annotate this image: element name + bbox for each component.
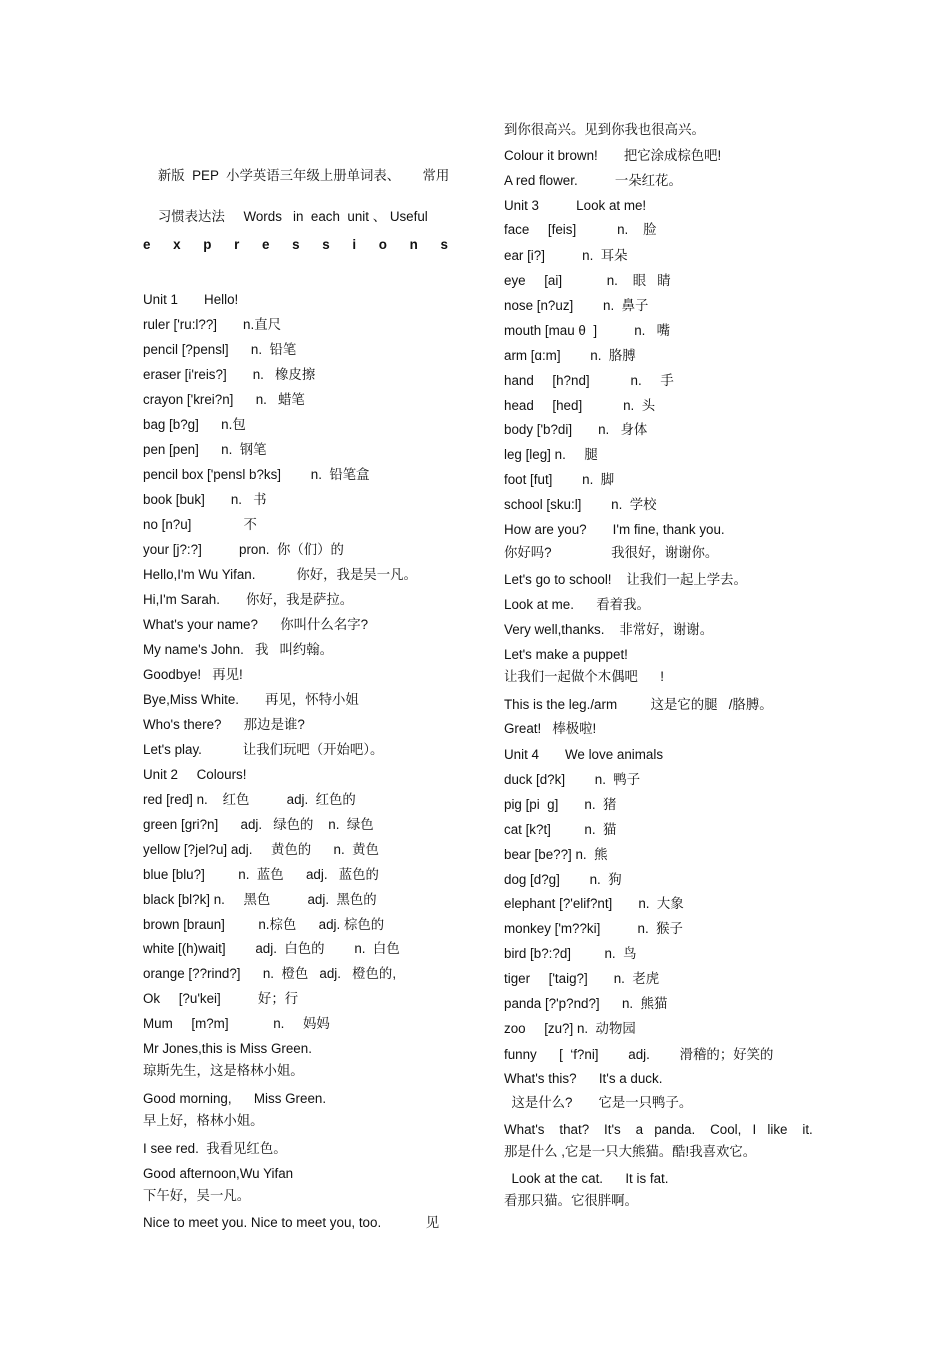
left-entry: Good morning, Miss Green. bbox=[143, 1091, 327, 1106]
title-text-2: 习惯表达法 Words in each unit 、 Useful bbox=[157, 209, 428, 224]
right-entry: head [hed] n. 头 bbox=[504, 398, 656, 413]
right-entry: hand [h?nd] n. 手 bbox=[504, 373, 674, 388]
left-entry: book [buk] n. 书 bbox=[143, 492, 267, 507]
right-entry: body ['b?di] n. 身体 bbox=[504, 422, 648, 437]
title-letter: s bbox=[292, 237, 300, 252]
left-entry: red [red] n. 红色 adj. 红色的 bbox=[143, 792, 356, 807]
title-line-2 bbox=[143, 193, 428, 241]
right-entry: 让我们一起做个木偶吧 ! bbox=[504, 669, 664, 684]
right-entry: bird [b?:?d] n. 鸟 bbox=[504, 946, 637, 961]
left-entry: your [j?:?] pron. 你（们）的 bbox=[143, 542, 344, 557]
left-entry: Nice to meet you. Nice to meet you, too. 见 bbox=[143, 1215, 440, 1230]
right-entry: 看那只猫。它很胖啊。 bbox=[504, 1193, 638, 1208]
left-entry: Ok [?u'kei] 好；行 bbox=[143, 991, 299, 1006]
right-entry: A red flower. 一朵红花。 bbox=[504, 173, 682, 188]
left-entry: Let's play. 让我们玩吧（开始吧）。 bbox=[143, 742, 384, 757]
left-entry: brown [braun] n.棕色 adj. 棕色的 bbox=[143, 917, 385, 932]
left-entry: 琼斯先生，这是格林小姐。 bbox=[143, 1063, 304, 1078]
left-entry: Mr Jones,this is Miss Green. bbox=[143, 1041, 312, 1056]
left-entry: yellow [?jel?u] adj. 黄色的 n. 黄色 bbox=[143, 842, 379, 857]
left-entry: Who's there? 那边是谁? bbox=[143, 717, 305, 732]
left-entry: eraser [i'reis?] n. 橡皮擦 bbox=[143, 367, 316, 382]
left-entry: Unit 1 Hello! bbox=[143, 292, 239, 307]
title-letter: x bbox=[173, 237, 181, 252]
left-entry: bag [b?g] n.包 bbox=[143, 417, 246, 432]
right-entry: dog [d?g] n. 狗 bbox=[504, 872, 622, 887]
right-entry: 你好吗? 我很好，谢谢你。 bbox=[504, 545, 719, 560]
right-entry: 那是什么 ,它是一只大熊猫。酷!我喜欢它。 bbox=[504, 1144, 757, 1159]
left-entry: Bye,Miss White. 再见，怀特小姐 bbox=[143, 692, 359, 707]
right-entry: panda [?'p?nd?] n. 熊猫 bbox=[504, 996, 668, 1011]
left-entry: 下午好，吴一凡。 bbox=[143, 1188, 251, 1203]
right-entry: face [feis] n. 脸 bbox=[504, 222, 657, 237]
right-entry: arm [ɑ:m] n. 胳膊 bbox=[504, 348, 636, 363]
right-entry: monkey ['m??ki] n. 猴子 bbox=[504, 921, 683, 936]
right-entry: ear [i?] n. 耳朵 bbox=[504, 248, 628, 263]
right-entry: What's that? It's a panda. Cool, I like it. bbox=[504, 1122, 813, 1137]
title-letter: s bbox=[322, 237, 330, 252]
right-entry: elephant [?'elif?nt] n. 大象 bbox=[504, 896, 684, 911]
right-entry: duck [d?k] n. 鸭子 bbox=[504, 772, 641, 787]
left-entry: pen [pen] n. 钢笔 bbox=[143, 442, 267, 457]
right-entry: funny [ ‘f?ni] adj. 滑稽的；好笑的 bbox=[504, 1047, 774, 1062]
right-entry: school [sku:l] n. 学校 bbox=[504, 497, 657, 512]
right-entry: mouth [mau θ ] n. 嘴 bbox=[504, 323, 670, 338]
left-entry: Good afternoon,Wu Yifan bbox=[143, 1166, 294, 1181]
right-entry: cat [k?t] n. 猫 bbox=[504, 822, 617, 837]
left-entry: What's your name? 你叫什么名字? bbox=[143, 617, 369, 632]
left-entry: pencil box ['pensl b?ks] n. 铅笔盒 bbox=[143, 467, 370, 482]
title-letter: i bbox=[352, 237, 357, 252]
right-entry: foot [fut] n. 脚 bbox=[504, 472, 615, 487]
left-entry: ruler ['ru:l??] n.直尺 bbox=[143, 317, 281, 332]
right-entry: How are you? I'm fine, thank you. bbox=[504, 522, 725, 537]
left-entry: Goodbye! 再见! bbox=[143, 667, 243, 682]
left-entry: green [ɡri?n] adj. 绿色的 n. 绿色 bbox=[143, 817, 374, 832]
right-entry: 这是什么? 它是一只鸭子。 bbox=[504, 1095, 693, 1110]
right-entry: bear [be??] n. 熊 bbox=[504, 847, 608, 862]
left-entry: no [n?u] 不 bbox=[143, 517, 257, 532]
right-entry: Unit 4 We love animals bbox=[504, 747, 664, 762]
title-text-1: 新版 PEP 小学英语三年级上册单词表、 常用 bbox=[157, 168, 450, 183]
right-entry: eye [ai] n. 眼 睛 bbox=[504, 273, 671, 288]
title-letter: o bbox=[378, 237, 387, 252]
right-entry: Let's go to school! 让我们一起上学去。 bbox=[504, 572, 747, 587]
left-entry: Hello,I'm Wu Yifan. 你好，我是吴一凡。 bbox=[143, 567, 417, 582]
right-entry: Unit 3 Look at me! bbox=[504, 198, 647, 213]
right-entry: Colour it brown! 把它涂成棕色吧! bbox=[504, 148, 722, 163]
left-entry: Hi,I'm Sarah. 你好，我是萨拉。 bbox=[143, 592, 354, 607]
left-entry: crayon ['krei?n] n. 蜡笔 bbox=[143, 392, 305, 407]
left-entry: Mum [m?m] n. 妈妈 bbox=[143, 1016, 330, 1031]
right-entry: Look at me. 看着我。 bbox=[504, 597, 650, 612]
title-line-3 bbox=[143, 237, 448, 253]
right-entry: pig [pi g] n. 猪 bbox=[504, 797, 617, 812]
right-entry: nose [n?uz] n. 鼻子 bbox=[504, 298, 649, 313]
left-entry: Unit 2 Colours! bbox=[143, 767, 247, 782]
title-letter: e bbox=[262, 237, 270, 252]
title-letter: p bbox=[203, 237, 212, 252]
right-entry: Look at the cat. It is fat. bbox=[504, 1171, 669, 1186]
right-entry: Great! 棒极啦! bbox=[504, 721, 597, 736]
left-entry: black [bl?k] n. 黑色 adj. 黑色的 bbox=[143, 892, 377, 907]
left-entry: I see red. 我看见红色。 bbox=[143, 1141, 287, 1156]
title-letter: e bbox=[143, 237, 151, 252]
left-entry: orange [??rind?] n. 橙色 adj. 橙色的, bbox=[143, 966, 397, 981]
left-entry: My name's John. 我 叫约翰。 bbox=[143, 642, 334, 657]
right-entry: Very well,thanks. 非常好，谢谢。 bbox=[504, 622, 714, 637]
left-entry: 早上好，格林小姐。 bbox=[143, 1113, 264, 1128]
right-entry: leg [leg] n. 腿 bbox=[504, 447, 598, 462]
title-letter: n bbox=[409, 237, 418, 252]
right-entry: What's this? It's a duck. bbox=[504, 1071, 663, 1086]
left-entry: pencil [?pensl] n. 铅笔 bbox=[143, 342, 297, 357]
title-letter: s bbox=[440, 237, 448, 252]
right-entry: 到你很高兴。见到你我也很高兴。 bbox=[504, 122, 705, 137]
left-entry: blue [blu?] n. 蓝色 adj. 蓝色的 bbox=[143, 867, 379, 882]
right-entry: zoo [zu?] n. 动物园 bbox=[504, 1021, 636, 1036]
right-entry: tiger ['taig?] n. 老虎 bbox=[504, 971, 660, 986]
left-entry: white [(h)wait] adj. 白色的 n. 白色 bbox=[143, 941, 400, 956]
right-entry: Let's make a puppet! bbox=[504, 647, 628, 662]
right-entry: This is the leg./arm 这是它的腿 /胳膊。 bbox=[504, 697, 773, 712]
title-letter: r bbox=[234, 237, 240, 252]
